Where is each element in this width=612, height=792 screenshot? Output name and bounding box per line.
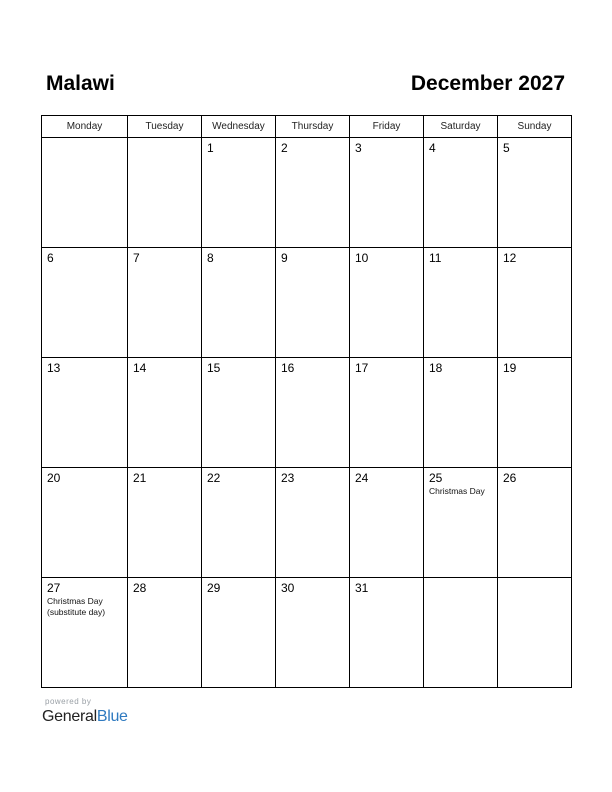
day-number: 9: [281, 251, 288, 265]
day-cell: [498, 248, 572, 358]
day-number: 8: [207, 251, 214, 265]
week-row: [42, 248, 572, 358]
day-cell: [350, 358, 424, 468]
day-cell: [42, 358, 128, 468]
day-cell: [498, 578, 572, 688]
day-number: 20: [47, 471, 61, 485]
day-cell: [42, 468, 128, 578]
day-number: 6: [47, 251, 54, 265]
brand-footer[interactable]: [42, 697, 128, 727]
weekday-header-row: [42, 116, 572, 138]
holiday-label: Christmas Day (substitute day): [47, 596, 106, 617]
brand-name-blue: Blue: [96, 708, 128, 725]
day-cell: [350, 468, 424, 578]
day-number: 5: [503, 141, 510, 155]
day-number: 12: [503, 251, 517, 265]
day-cell: [202, 468, 276, 578]
day-number: 25: [429, 471, 443, 485]
day-cell: [128, 468, 202, 578]
day-number: 21: [133, 471, 147, 485]
calendar-grid: [41, 115, 572, 688]
day-cell: [42, 578, 128, 688]
day-cell: [202, 358, 276, 468]
day-cell: [128, 358, 202, 468]
day-number: 30: [281, 581, 295, 595]
day-cell: [276, 138, 350, 248]
day-cell: [42, 138, 128, 248]
weekday-header: Sunday: [498, 116, 572, 138]
weekday-header: Monday: [42, 116, 128, 138]
day-number: 26: [503, 471, 517, 485]
day-number: 14: [133, 361, 147, 375]
day-cell: [424, 468, 498, 578]
weekday-header: Wednesday: [202, 116, 276, 138]
day-number: 13: [47, 361, 61, 375]
day-cell: [128, 138, 202, 248]
day-cell: [276, 468, 350, 578]
day-cell: [276, 248, 350, 358]
weekday-header: Friday: [350, 116, 424, 138]
weekday-header: Saturday: [424, 116, 498, 138]
day-number: 7: [133, 251, 140, 265]
day-number: 10: [355, 251, 369, 265]
day-cell: [350, 248, 424, 358]
day-cell: [202, 248, 276, 358]
day-number: 4: [429, 141, 436, 155]
page-title-month: December 2027: [410, 72, 565, 95]
day-cell: [42, 248, 128, 358]
page-title-country: Malawi: [46, 72, 115, 95]
brand-logo: [42, 707, 128, 727]
day-number: 27: [47, 581, 61, 595]
day-cell: [424, 578, 498, 688]
day-number: 17: [355, 361, 369, 375]
day-number: 18: [429, 361, 443, 375]
day-cell: [128, 578, 202, 688]
day-cell: [202, 138, 276, 248]
day-number: 29: [207, 581, 221, 595]
weekday-header: Thursday: [276, 116, 350, 138]
week-row: [42, 138, 572, 248]
day-number: 22: [207, 471, 221, 485]
day-number: 16: [281, 361, 295, 375]
day-number: 3: [355, 141, 362, 155]
day-cell: [498, 358, 572, 468]
day-cell: [424, 248, 498, 358]
day-number: 28: [133, 581, 147, 595]
day-cell: [424, 138, 498, 248]
day-number: 1: [207, 141, 214, 155]
day-number: 15: [207, 361, 221, 375]
day-cell: [276, 578, 350, 688]
day-number: 23: [281, 471, 295, 485]
day-cell: [128, 248, 202, 358]
day-number: 31: [355, 581, 369, 595]
day-cell: [498, 468, 572, 578]
week-row: [42, 468, 572, 578]
day-number: 2: [281, 141, 288, 155]
brand-name-general: General: [42, 708, 97, 725]
day-cell: [350, 578, 424, 688]
day-cell: [276, 358, 350, 468]
day-number: 24: [355, 471, 369, 485]
day-cell: [498, 138, 572, 248]
week-row: [42, 358, 572, 468]
day-number: 11: [429, 251, 442, 265]
week-row: [42, 578, 572, 688]
holiday-label: Christmas Day: [429, 486, 485, 496]
day-cell: [202, 578, 276, 688]
day-cell: [350, 138, 424, 248]
day-number: 19: [503, 361, 517, 375]
weekday-header: Tuesday: [128, 116, 202, 138]
powered-by-text: powered by: [45, 697, 92, 706]
day-cell: [424, 358, 498, 468]
